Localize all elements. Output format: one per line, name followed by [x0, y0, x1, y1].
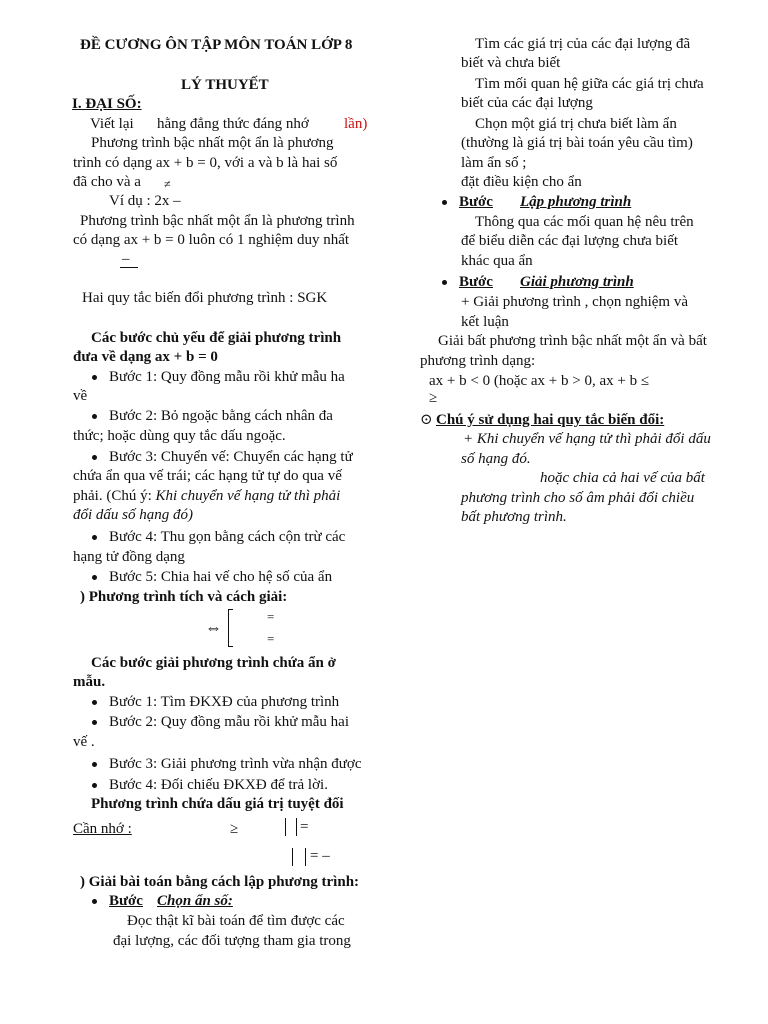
bullet	[92, 700, 97, 705]
text-line: trình có dạng ax + b = 0, với a và b là hai số	[73, 155, 338, 171]
text-line: Viết lại	[90, 116, 134, 132]
list-item: về	[73, 388, 88, 404]
neq-symbol: ≠	[164, 177, 171, 191]
section-theory-heading: LÝ THUYẾT	[181, 77, 269, 93]
bullet	[92, 783, 97, 788]
note-heading: Chú ý sử dụng hai quy tắc biến đổi:	[436, 412, 665, 428]
text-line: biết của các đại lượng	[461, 95, 593, 111]
text-line: Phương trình bậc nhất một ẩn là phương	[91, 135, 334, 151]
list-item: Bước 1: Quy đồng mẫu rồi khử mẫu ha	[109, 369, 345, 385]
text-line: Giải bất phương trình bậc nhất một ẩn và bất	[438, 333, 707, 349]
heading-absolute-value: Phương trình chứa dấu giá trị tuyệt đối	[91, 796, 344, 812]
list-item: thức; hoặc dùng quy tắc dấu ngoặc.	[73, 428, 286, 444]
text-line: + Giải phương trình , chọn nghiệm và	[461, 294, 688, 310]
list-item: Bước 4: Thu gọn bằng cách cộn trừ các	[109, 529, 346, 545]
list-item-italic: đổi dấu số hạng đó)	[73, 507, 193, 523]
text-line: có dạng ax + b = 0 luôn có 1 nghiệm duy nhất	[73, 232, 350, 248]
note-line: bất phương trình.	[461, 509, 567, 525]
step-label: Bước	[459, 194, 493, 210]
text-line: Phương trình bậc nhất một ẩn là phương trình	[80, 213, 355, 229]
abs-bar	[292, 848, 293, 866]
heading-steps: Các bước chủ yếu để giải phương trình	[91, 330, 342, 346]
abs-equation: = –	[310, 848, 330, 864]
bullet	[92, 535, 97, 540]
text-line: biết và chưa biết	[461, 55, 561, 71]
list-item-text: phải. (Chú ý:	[73, 488, 156, 504]
text-line: để biểu diễn các đại lượng chưa biết	[461, 233, 679, 249]
abs-bar	[305, 848, 306, 866]
text-line: Đọc thật kĩ bài toán để tìm được các	[127, 913, 345, 929]
step-label: Bước	[459, 274, 493, 290]
bracket	[228, 609, 229, 647]
list-item: Bước 5: Chia hai vế cho hệ số của ẩn	[109, 569, 333, 585]
text-line: hằng đẳng thức đáng nhớ	[157, 116, 309, 132]
heading-word-problem: ) Giải bài toán bằng cách lập phương trình:	[80, 874, 360, 890]
part1-heading: I. ĐẠI SỐ:	[72, 96, 142, 112]
remember-label: Cần nhớ :	[73, 821, 132, 837]
note-line: phương trình cho số âm phải đổi chiều	[461, 490, 695, 506]
text-line: kết luận	[461, 314, 509, 330]
text-line: đã cho và a	[73, 174, 141, 190]
step-label: Bước	[109, 893, 143, 909]
text-line: ax + b < 0 (hoặc ax + b > 0, ax + b ≤	[429, 373, 650, 389]
bullet	[442, 200, 447, 205]
abs-bar	[296, 818, 297, 836]
list-item: hạng tử đồng dạng	[73, 549, 185, 565]
bullet	[92, 762, 97, 767]
abs-equation: =	[300, 819, 309, 835]
geq-symbol: ≥	[429, 390, 438, 406]
equation-line: =	[267, 609, 275, 624]
abs-bar	[285, 818, 286, 836]
step-title: Chọn ẩn số:	[157, 893, 233, 909]
text-line: Tìm mối quan hệ giữa các giá trị chưa	[475, 76, 704, 92]
heading-denominator: mẫu.	[73, 674, 106, 690]
step-title: Lập phương trình	[520, 194, 632, 210]
document-title: ĐỀ CƯƠNG ÔN TẬP MÔN TOÁN LỚP 8	[80, 37, 353, 53]
text-line: Hai quy tắc biến đổi phương trình : SGK	[82, 290, 328, 306]
heading-steps: đưa về dạng ax + b = 0	[73, 349, 218, 365]
list-item: Bước 1: Tìm ĐKXĐ của phương trình	[109, 694, 340, 710]
note-line: số hạng đó.	[461, 451, 531, 467]
bullet	[92, 720, 97, 725]
text-line: Chọn một giá trị chưa biết làm ẩn	[475, 116, 677, 132]
text-line: Ví dụ : 2x –	[109, 193, 181, 209]
list-item: Bước 2: Bỏ ngoặc bằng cách nhân đa	[109, 408, 333, 424]
list-item: Bước 3: Chuyển vế: Chuyển các hạng tử	[109, 449, 353, 465]
bullet	[92, 414, 97, 419]
iff-symbol: ⇔	[205, 618, 222, 637]
note-line: hoặc chia cả hai vế của bất	[540, 470, 705, 486]
text-line: phương trình dạng:	[420, 353, 536, 369]
bullet	[92, 899, 97, 904]
heading-denominator: Các bước giải phương trình chứa ẩn ở	[91, 655, 336, 671]
text-line: làm ẩn số ;	[461, 155, 527, 171]
step-title: Giải phương trình	[520, 274, 634, 290]
list-item: Bước 3: Giải phương trình vừa nhận được	[109, 756, 362, 772]
bullet	[92, 575, 97, 580]
text-line: đại lượng, các đối tượng tham gia trong	[113, 933, 351, 949]
geq-symbol: ≥	[230, 821, 239, 837]
list-item: Bước 2: Quy đồng mẫu rồi khử mẫu hai	[109, 714, 349, 730]
list-item: Bước 4: Đối chiếu ĐKXĐ để trả lời.	[109, 777, 328, 793]
list-item: chứa ẩn qua vế trái; các hạng tử tự do qua vế	[73, 468, 342, 484]
bullet	[92, 375, 97, 380]
list-item: vế .	[73, 734, 95, 750]
text-line: Thông qua các mối quan hệ nêu trên	[475, 214, 694, 230]
note-icon: ⊙	[420, 412, 433, 428]
list-item-italic: Khi chuyển vế hạng tử thì phải	[155, 488, 341, 504]
bracket-bottom	[228, 646, 233, 647]
text-line: Tìm các giá trị của các đại lượng đã	[475, 36, 691, 52]
underline-mark	[120, 267, 138, 268]
text-line: (thường là giá trị bài toán yêu cầu tìm)	[461, 135, 693, 151]
note-line: + Khi chuyển vế hạng tử thì phải đổi dấu	[463, 431, 711, 447]
text-line: khác qua ẩn	[461, 253, 533, 269]
bullet	[442, 280, 447, 285]
heading-product-equation: ) Phương trình tích và cách giải:	[80, 589, 288, 605]
text-line: đặt điều kiện cho ẩn	[461, 174, 582, 190]
bracket-top	[228, 609, 233, 610]
text-line: –	[122, 251, 130, 267]
text-line-red: lần)	[344, 116, 368, 132]
bullet	[92, 455, 97, 460]
list-item	[73, 487, 340, 505]
equation-line: =	[267, 631, 275, 646]
